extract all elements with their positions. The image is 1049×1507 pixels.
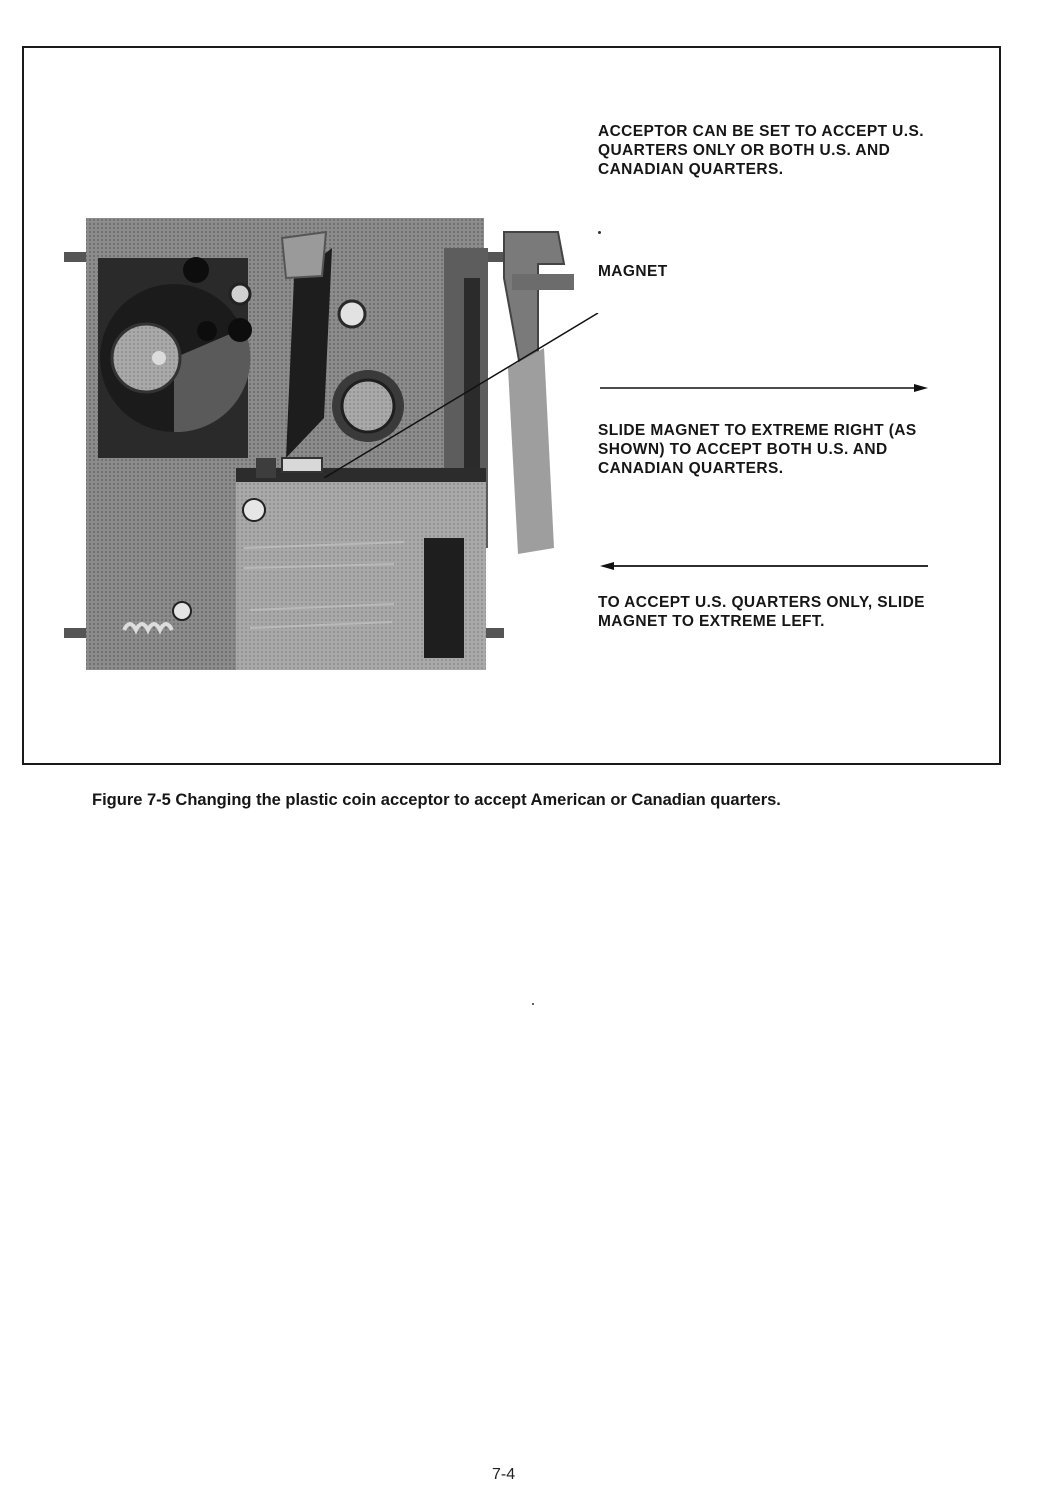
speck-mark bbox=[532, 1003, 534, 1005]
acceptor-setting-note: ACCEPTOR CAN BE SET TO ACCEPT U.S. QUARTERS ONLY OR BOTH U.S. AND CANADIAN QUARTERS. bbox=[598, 123, 924, 178]
speck-mark bbox=[598, 231, 601, 234]
arrow-left-icon bbox=[596, 559, 932, 573]
figure-caption: Figure 7-5 Changing the plastic coin acceptor to accept American or Canadian quarters. bbox=[92, 791, 781, 809]
magnet-label: MAGNET bbox=[598, 263, 668, 280]
slide-left-instruction: TO ACCEPT U.S. QUARTERS ONLY, SLIDE MAGNET TO EXTREME LEFT. bbox=[598, 594, 925, 630]
page-number: 7-4 bbox=[492, 1466, 516, 1483]
slide-right-instruction: SLIDE MAGNET TO EXTREME RIGHT (AS SHOWN) TO ACCEPT BOTH U.S. AND CANADIAN QUARTERS. bbox=[598, 422, 917, 477]
magnet-leader-line bbox=[324, 313, 624, 478]
arrow-right-icon bbox=[596, 381, 932, 395]
